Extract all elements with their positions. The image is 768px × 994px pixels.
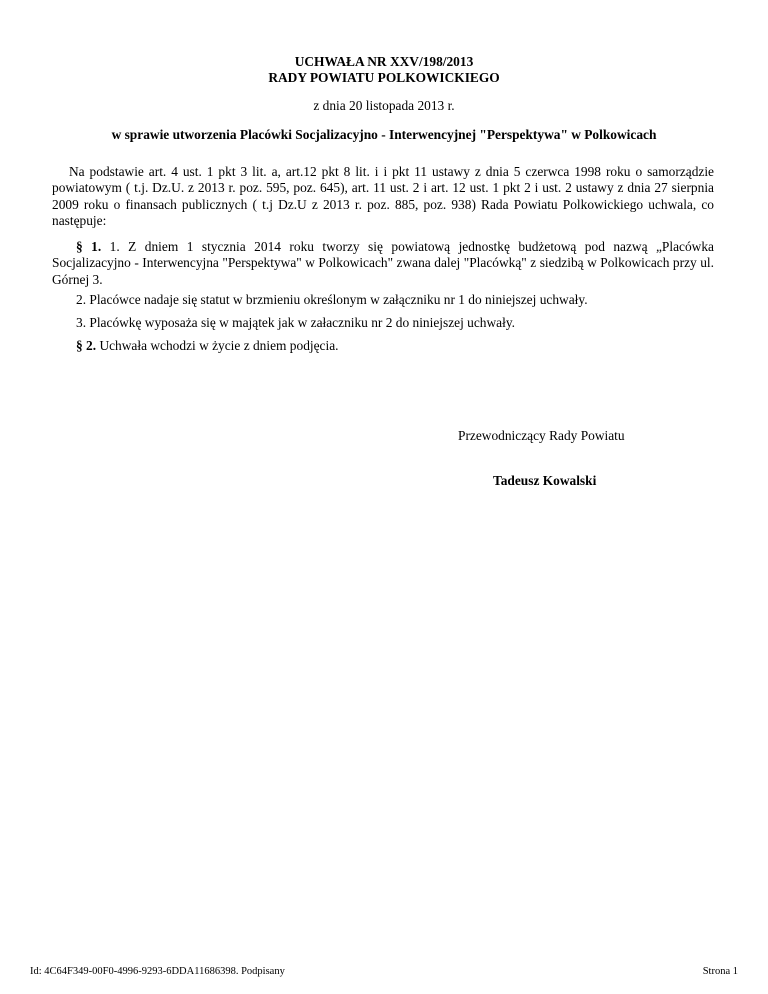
- resolution-date: z dnia 20 listopada 2013 r.: [313, 98, 455, 113]
- section-1-item-2: 2. Placówce nadaje się statut w brzmieniu określonym w załączniku nr 1 do niniejszej uchwały.: [76, 292, 588, 307]
- section-1-item-3: 3. Placówkę wyposaża się w majątek jak w załaczniku nr 2 do niniejszej uchwały.: [76, 315, 516, 330]
- resolution-title: UCHWAŁA NR XXV/198/2013: [294, 54, 474, 69]
- document-id: Id: 4C64F349-00F0-4996-9293-6DDA11686398. Podpisany: [30, 966, 285, 977]
- preamble-paragraph: Na podstawie art. 4 ust. 1 pkt 3 lit. a, art.12 pkt 8 lit. i i pkt 11 ustawy z dnia 5 czerwca 1998 roku o samorządzie powiatowym ( t.j. Dz.U. z 2013 r. poz. 595, poz. 645), art. 11 ust. 2 i art. 12 ust. 1 pkt 2 i ust. 2 ustawy z dnia 27 sierpnia 2009 roku o finansach publicznych ( t.j Dz.U z 2013 r. poz. 885, poz. 938) Rada Powiatu Polkowickiego uchwala, co następuje:: [52, 164, 714, 229]
- signature-name: Tadeusz Kowalski: [493, 473, 597, 488]
- section-1-paragraph: [52, 239, 714, 288]
- page-number: Strona 1: [702, 966, 738, 977]
- resolution-subject: w sprawie utworzenia Placówki Socjalizacyjno - Interwencyjnej "Perspektywa" w Polkowicach: [111, 127, 657, 142]
- section-1-label: § 1.: [76, 239, 102, 254]
- signature-title: Przewodniczący Rady Powiatu: [458, 428, 625, 443]
- section-2-label: § 2.: [76, 338, 97, 353]
- section-2-text: Uchwała wchodzi w życie z dniem podjęcia.: [96, 338, 339, 353]
- section-1-text: 1. Z dniem 1 stycznia 2014 roku tworzy się powiatową jednostkę budżetową pod nazwą „Placówka Socjalizacyjno - Interwencyjna "Perspektywa" w Polkowicach" zwana dalej "Placówką" z siedzibą w Polkowicach przy ul. Górnej 3.: [52, 239, 714, 287]
- council-name: RADY POWIATU POLKOWICKIEGO: [268, 70, 500, 85]
- section-2-paragraph: [52, 338, 714, 354]
